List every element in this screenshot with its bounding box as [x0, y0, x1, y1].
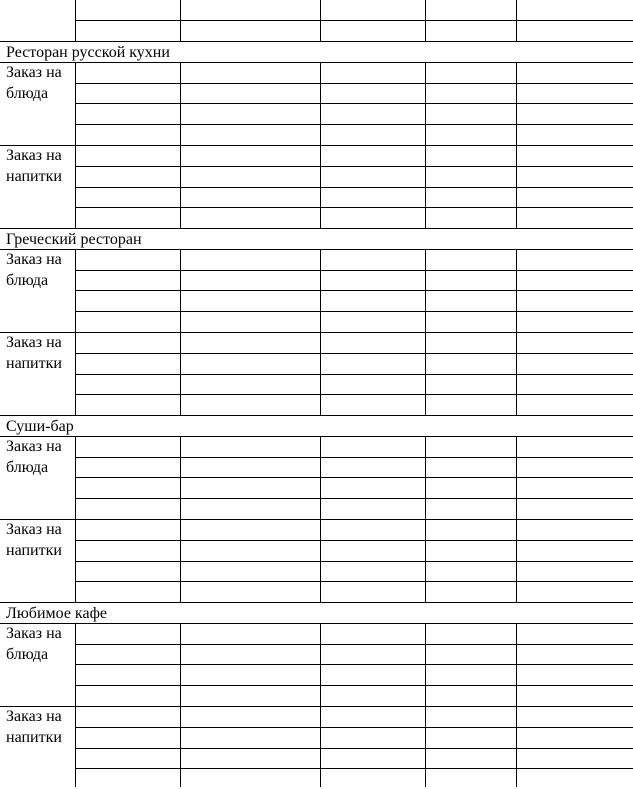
form-entry-cell[interactable] — [426, 458, 516, 478]
form-entry-cell[interactable] — [76, 271, 180, 291]
order-label-line1: Заказ на — [6, 625, 62, 642]
form-entry-cell[interactable] — [426, 769, 516, 789]
form-entry-cell[interactable] — [517, 478, 633, 498]
order-label-line2: напитки — [6, 355, 62, 372]
form-entry-cell[interactable] — [321, 541, 425, 561]
form-entry-cell[interactable] — [321, 312, 425, 332]
form-entry-cell[interactable] — [181, 375, 320, 395]
form-entry-cell[interactable] — [517, 375, 633, 395]
form-entry-cell[interactable] — [426, 1, 516, 20]
form-entry-cell[interactable] — [181, 291, 320, 311]
form-entry-cell[interactable] — [181, 499, 320, 519]
form-entry-cell[interactable] — [321, 167, 425, 187]
form-entry-cell[interactable] — [321, 375, 425, 395]
form-entry-cell[interactable] — [321, 125, 425, 145]
form-entry-cell[interactable] — [517, 458, 633, 478]
form-entry-cell[interactable] — [181, 624, 320, 644]
form-entry-cell[interactable] — [517, 104, 633, 124]
order-label-line1: Заказ на — [6, 438, 62, 455]
form-entry-cell[interactable] — [76, 749, 180, 769]
form-entry-cell[interactable] — [426, 728, 516, 748]
form-entry-cell[interactable] — [76, 437, 180, 457]
form-entry-cell[interactable] — [181, 21, 320, 41]
form-entry-cell[interactable] — [181, 104, 320, 124]
section-title: Греческий ресторан — [6, 231, 142, 248]
form-entry-cell[interactable] — [517, 624, 633, 644]
form-entry-cell[interactable] — [321, 208, 425, 228]
form-entry-cell[interactable] — [426, 645, 516, 665]
form-entry-cell[interactable] — [321, 478, 425, 498]
form-entry-cell[interactable] — [321, 1, 425, 20]
section-title: Любимое кафе — [6, 605, 108, 622]
form-entry-cell[interactable] — [321, 728, 425, 748]
form-entry-cell[interactable] — [426, 562, 516, 582]
form-entry-cell[interactable] — [76, 333, 180, 353]
form-entry-cell[interactable] — [426, 665, 516, 685]
form-entry-cell[interactable] — [321, 21, 425, 41]
form-entry-cell[interactable] — [517, 541, 633, 561]
form-entry-cell[interactable] — [181, 84, 320, 104]
form-entry-cell[interactable] — [517, 707, 633, 727]
form-entry-cell[interactable] — [181, 271, 320, 291]
form-entry-cell[interactable] — [426, 63, 516, 83]
form-entry-cell[interactable] — [181, 582, 320, 602]
order-label-line1: Заказ на — [6, 147, 62, 164]
form-entry-cell[interactable] — [426, 437, 516, 457]
form-entry-cell[interactable] — [181, 707, 320, 727]
form-entry-cell[interactable] — [76, 458, 180, 478]
form-entry-cell[interactable] — [76, 125, 180, 145]
form-entry-cell[interactable] — [517, 520, 633, 540]
form-entry-cell[interactable] — [517, 582, 633, 602]
section-divider — [0, 415, 633, 416]
form-entry-cell[interactable] — [426, 624, 516, 644]
form-entry-cell[interactable] — [426, 167, 516, 187]
order-label-line2: блюда — [6, 272, 49, 289]
form-entry-cell[interactable] — [517, 291, 633, 311]
form-entry-cell[interactable] — [321, 291, 425, 311]
form-entry-cell[interactable] — [426, 707, 516, 727]
form-entry-cell[interactable] — [426, 208, 516, 228]
form-entry-cell[interactable] — [321, 104, 425, 124]
form-entry-cell[interactable] — [76, 769, 180, 789]
form-entry-cell[interactable] — [517, 749, 633, 769]
form-entry-cell[interactable] — [76, 562, 180, 582]
form-entry-cell[interactable] — [181, 728, 320, 748]
form-entry-cell[interactable] — [181, 146, 320, 166]
form-entry-cell[interactable] — [181, 167, 320, 187]
form-entry-cell[interactable] — [426, 188, 516, 208]
form-entry-cell[interactable] — [517, 312, 633, 332]
form-entry-cell[interactable] — [321, 63, 425, 83]
form-entry-cell[interactable] — [181, 665, 320, 685]
order-label-line2: напитки — [6, 168, 62, 185]
form-entry-cell[interactable] — [181, 478, 320, 498]
form-entry-cell[interactable] — [517, 188, 633, 208]
form-entry-cell[interactable] — [321, 250, 425, 270]
form-entry-cell[interactable] — [517, 208, 633, 228]
form-entry-cell[interactable] — [76, 188, 180, 208]
form-entry-cell[interactable] — [76, 665, 180, 685]
form-entry-cell[interactable] — [76, 686, 180, 706]
form-entry-cell[interactable] — [321, 333, 425, 353]
form-entry-cell[interactable] — [321, 665, 425, 685]
form-entry-cell[interactable] — [181, 686, 320, 706]
form-entry-cell[interactable] — [321, 437, 425, 457]
form-entry-cell[interactable] — [76, 208, 180, 228]
form-entry-cell[interactable] — [517, 125, 633, 145]
form-entry-cell[interactable] — [426, 21, 516, 41]
form-entry-cell[interactable] — [181, 458, 320, 478]
form-entry-cell[interactable] — [181, 520, 320, 540]
form-entry-cell[interactable] — [321, 395, 425, 415]
form-entry-cell[interactable] — [426, 146, 516, 166]
form-entry-cell[interactable] — [76, 728, 180, 748]
form-entry-cell[interactable] — [76, 395, 180, 415]
form-entry-cell[interactable] — [517, 146, 633, 166]
form-entry-cell[interactable] — [181, 125, 320, 145]
form-entry-cell[interactable] — [517, 271, 633, 291]
form-entry-cell[interactable] — [426, 478, 516, 498]
order-label-line1: Заказ на — [6, 334, 62, 351]
form-entry-cell[interactable] — [181, 749, 320, 769]
form-entry-cell[interactable] — [181, 333, 320, 353]
form-entry-cell[interactable] — [321, 707, 425, 727]
form-entry-cell[interactable] — [321, 645, 425, 665]
form-entry-cell[interactable] — [181, 63, 320, 83]
form-entry-cell[interactable] — [76, 63, 180, 83]
form-entry-cell[interactable] — [426, 354, 516, 374]
order-label-line1: Заказ на — [6, 64, 62, 81]
form-entry-cell[interactable] — [426, 333, 516, 353]
form-entry-cell[interactable] — [517, 562, 633, 582]
form-entry-cell[interactable] — [76, 375, 180, 395]
form-entry-cell[interactable] — [181, 1, 320, 20]
form-entry-cell[interactable] — [426, 582, 516, 602]
form-entry-cell[interactable] — [181, 312, 320, 332]
form-entry-cell[interactable] — [517, 354, 633, 374]
order-label-line2: блюда — [6, 85, 49, 102]
form-entry-cell[interactable] — [517, 437, 633, 457]
form-entry-cell[interactable] — [321, 354, 425, 374]
form-entry-cell[interactable] — [426, 499, 516, 519]
form-entry-cell[interactable] — [517, 167, 633, 187]
form-entry-cell[interactable] — [321, 562, 425, 582]
form-entry-cell[interactable] — [76, 645, 180, 665]
form-entry-cell[interactable] — [426, 375, 516, 395]
order-label-line1: Заказ на — [6, 251, 62, 268]
form-entry-cell[interactable] — [76, 520, 180, 540]
order-label-line1: Заказ на — [6, 708, 62, 725]
form-entry-cell[interactable] — [181, 208, 320, 228]
form-entry-cell[interactable] — [321, 624, 425, 644]
form-entry-cell[interactable] — [517, 333, 633, 353]
form-entry-cell[interactable] — [426, 749, 516, 769]
form-entry-cell[interactable] — [426, 686, 516, 706]
form-entry-cell[interactable] — [517, 499, 633, 519]
form-entry-cell[interactable] — [517, 686, 633, 706]
form-entry-cell[interactable] — [181, 250, 320, 270]
form-entry-cell[interactable] — [517, 21, 633, 41]
form-entry-cell[interactable] — [517, 63, 633, 83]
form-entry-cell[interactable] — [181, 354, 320, 374]
form-entry-cell[interactable] — [76, 707, 180, 727]
form-entry-cell[interactable] — [76, 541, 180, 561]
order-label-line2: напитки — [6, 542, 62, 559]
form-entry-cell[interactable] — [321, 271, 425, 291]
form-entry-cell[interactable] — [426, 84, 516, 104]
form-entry-cell[interactable] — [321, 749, 425, 769]
form-entry-cell[interactable] — [76, 499, 180, 519]
form-entry-cell[interactable] — [517, 769, 633, 789]
form-entry-cell[interactable] — [321, 686, 425, 706]
form-entry-cell[interactable] — [517, 665, 633, 685]
form-entry-cell[interactable] — [426, 271, 516, 291]
form-entry-cell[interactable] — [426, 541, 516, 561]
form-entry-cell[interactable] — [321, 520, 425, 540]
form-entry-cell[interactable] — [76, 1, 180, 20]
form-entry-cell[interactable] — [181, 188, 320, 208]
section-title: Ресторан русской кухни — [6, 44, 170, 61]
form-entry-cell[interactable] — [321, 188, 425, 208]
form-entry-cell[interactable] — [426, 395, 516, 415]
form-entry-cell[interactable] — [181, 769, 320, 789]
form-entry-cell[interactable] — [321, 84, 425, 104]
form-entry-cell[interactable] — [517, 395, 633, 415]
form-entry-cell[interactable] — [517, 728, 633, 748]
form-entry-cell[interactable] — [181, 645, 320, 665]
form-entry-cell[interactable] — [321, 458, 425, 478]
form-entry-cell[interactable] — [76, 146, 180, 166]
form-entry-cell[interactable] — [426, 520, 516, 540]
form-entry-cell[interactable] — [321, 769, 425, 789]
form-entry-cell[interactable] — [181, 562, 320, 582]
form-entry-cell[interactable] — [321, 146, 425, 166]
form-entry-cell[interactable] — [76, 84, 180, 104]
form-entry-cell[interactable] — [517, 84, 633, 104]
form-entry-cell[interactable] — [76, 354, 180, 374]
form-entry-cell[interactable] — [181, 395, 320, 415]
form-entry-cell[interactable] — [321, 582, 425, 602]
order-label-line1: Заказ на — [6, 521, 62, 538]
form-entry-cell[interactable] — [76, 582, 180, 602]
form-entry-cell[interactable] — [76, 624, 180, 644]
form-entry-cell[interactable] — [76, 291, 180, 311]
order-label-line2: блюда — [6, 646, 49, 663]
form-entry-cell[interactable] — [426, 104, 516, 124]
order-label-line2: блюда — [6, 459, 49, 476]
form-entry-cell[interactable] — [76, 478, 180, 498]
form-entry-cell[interactable] — [76, 312, 180, 332]
form-entry-cell[interactable] — [76, 104, 180, 124]
form-entry-cell[interactable] — [517, 645, 633, 665]
form-entry-cell[interactable] — [76, 167, 180, 187]
form-entry-cell[interactable] — [181, 541, 320, 561]
form-entry-cell[interactable] — [426, 250, 516, 270]
form-entry-cell[interactable] — [517, 250, 633, 270]
form-entry-cell[interactable] — [426, 291, 516, 311]
form-entry-cell[interactable] — [426, 312, 516, 332]
form-entry-cell[interactable] — [426, 125, 516, 145]
form-entry-cell[interactable] — [517, 1, 633, 20]
form-entry-cell[interactable] — [321, 499, 425, 519]
section-title: Суши-бар — [6, 418, 74, 435]
form-entry-cell[interactable] — [76, 21, 180, 41]
form-entry-cell[interactable] — [181, 437, 320, 457]
order-label-line2: напитки — [6, 729, 62, 746]
form-entry-cell[interactable] — [76, 250, 180, 270]
